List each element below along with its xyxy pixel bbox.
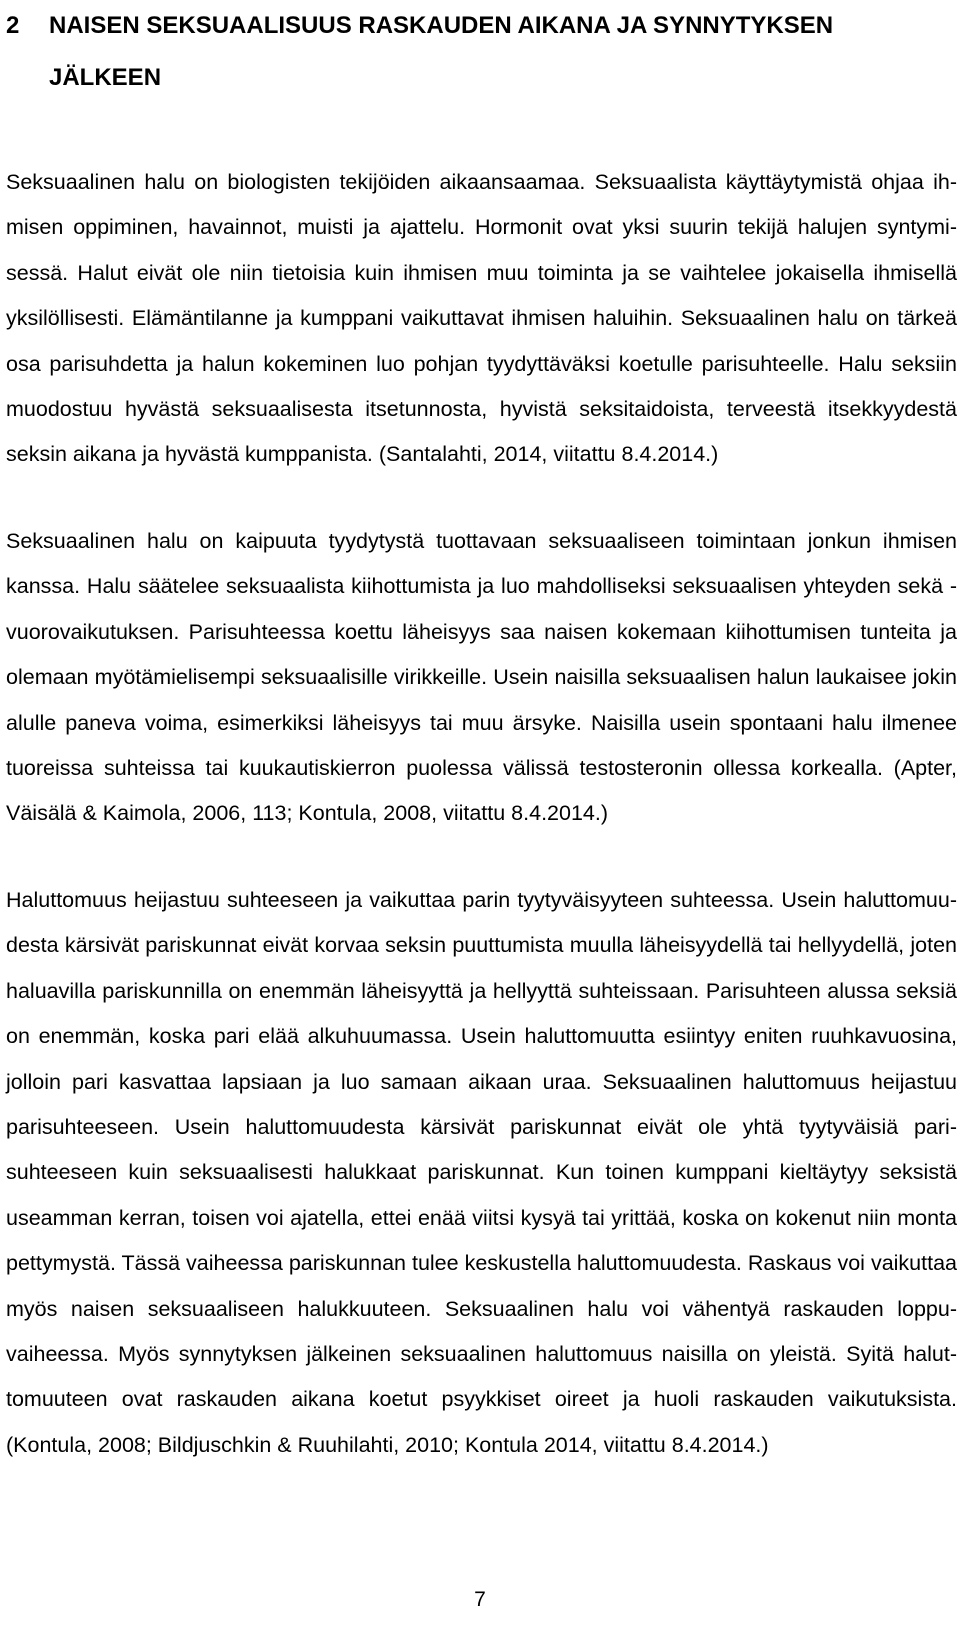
chapter-number: 2	[6, 12, 20, 39]
chapter-heading	[6, 0, 906, 104]
body-paragraph: Seksuaalinen halu on biologisten tekijöiden aikaansaamaa. Seksuaalista käyttäytymistä ohjaa ihmisen oppiminen, havainnot, muisti ja ajattelu. Hormonit ovat yksi suurin tekijä halujen syntymisessä. Halut eivät ole niin tietoisia kuin ihmisen muu toiminta ja se vaihtelee jokaisella ihmisellä yksilöllisesti. Elämäntilanne ja kumppani vaikuttavat ihmisen haluihin. Seksuaalinen halu on tärkeä osa parisuhdetta ja halun kokeminen luo pohjan tyydyttäväksi koetulle parisuhteelle. Halu seksiin muodostuu hyvästä seksuaalisesta itsetunnosta, hyvistä seksitaidoista, terveestä itsekkyydestä seksin aikana ja hyvästä kumppanista. (Santalahti, 2014, viitattu 8.4.2014.)	[6, 170, 957, 467]
page-number: 7	[474, 1588, 486, 1611]
chapter-title: NAISEN SEKSUAALISUUS RASKAUDEN AIKANA JA SYNNYTYKSEN JÄLKEEN	[49, 12, 834, 91]
body-paragraph: Seksuaalinen halu on kaipuuta tyydytystä tuottavaan seksuaaliseen toimintaan jonkun ihmisen kanssa. Halu säätelee seksuaalista kiihottumista ja luo mahdolliseksi seksuaalisen yhteyden sekä - vuorovaikutuksen. Parisuhteessa koettu läheisyys saa naisen kokemaan kiihottumisen tunteita ja olemaan myötämielisempi seksuaalisille virikkeille. Usein naisilla seksuaalisen halun laukaisee jokin alulle paneva voima, esimerkiksi läheisyys tai muu ärsyke. Naisilla usein spontaani halu ilmenee tuoreissa suhteissa tai kuukautiskierron puolessa välissä testosteronin ollessa korkealla. (Apter, Väisälä & Kaimola, 2006, 113; Kontula, 2008, viitattu 8.4.2014.)	[6, 529, 957, 826]
body-paragraph: Haluttomuus heijastuu suhteeseen ja vaikuttaa parin tyytyväisyyteen suhteessa. Usein haluttomuudesta kärsivät pariskunnat eivät korvaa seksin puuttumista muulla läheisyydellä tai hellyydellä, joten haluavilla pariskunnilla on enemmän läheisyyttä ja hellyyttä suhteissaan. Parisuhteen alussa seksiä on enemmän, koska pari elää alkuhuumassa. Usein haluttomuutta esiintyy eniten ruuhkavuosina, jolloin pari kasvattaa lapsiaan ja luo samaan aikaan uraa. Seksuaalinen haluttomuus heijastuu parisuhteeseen. Usein haluttomuudesta kärsivät pariskunnat eivät ole yhtä tyytyväisiä parisuhteeseen kuin seksuaalisesti halukkaat pariskunnat. Kun toinen kumppani kieltäytyy seksistä useamman kerran, toisen voi ajatella, ettei enää viitsi kysyä tai yrittää, koska on kokenut niin monta pettymystä. Tässä vaiheessa pariskunnan tulee keskustella haluttomuudesta. Raskaus voi vaikuttaa myös naisen seksuaaliseen halukkuuteen. Seksuaalinen halu voi vähentyä raskauden loppuvaiheessa. Myös synnytyksen jälkeinen seksuaalinen haluttomuus naisilla on yleistä. Syitä haluttomuuteen ovat raskauden aikana koetut psyykkiset oireet ja huoli raskauden vaikutuksista. (Kontula, 2008; Bildjuschkin & Ruuhilahti, 2010; Kontula 2014, viitattu 8.4.2014.)	[6, 888, 957, 1457]
